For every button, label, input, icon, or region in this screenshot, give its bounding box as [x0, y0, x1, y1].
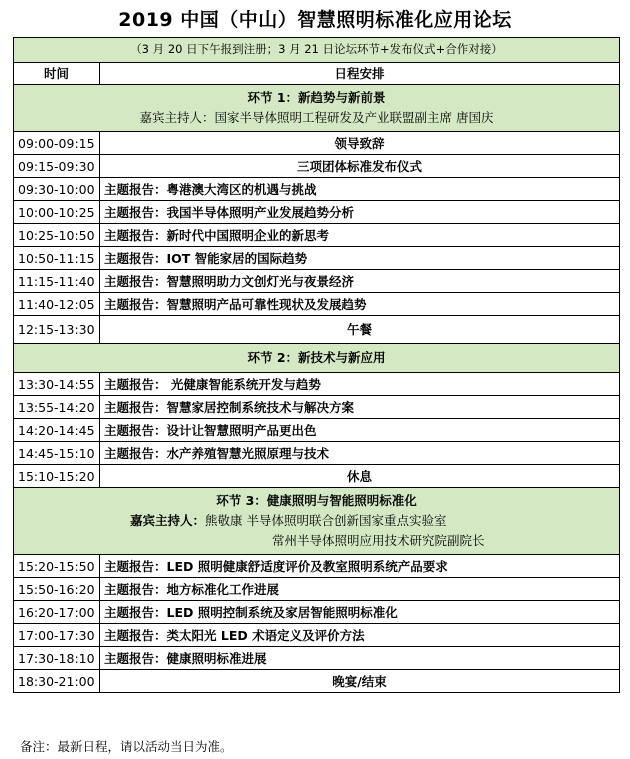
- footer-note: 备注：最新日程，请以活动当日为准。: [20, 739, 233, 754]
- registration-note: （3 月 20 日下午报到注册；3 月 21 日论坛环节+发布仪式+合作对接）: [14, 38, 620, 63]
- table-row: [14, 270, 620, 293]
- time-cell: 17:00-17:30: [14, 624, 100, 647]
- table-row: [14, 293, 620, 316]
- time-cell: 09:00-09:15: [14, 132, 100, 155]
- section-3-host-label: 嘉宾主持人：: [130, 513, 206, 528]
- agenda-cell: 主题报告：设计让智慧照明产品更出色: [100, 419, 620, 442]
- agenda-cell: 主题报告：健康照明标准进展: [100, 647, 620, 670]
- agenda-cell: 午餐: [100, 316, 620, 344]
- table-row: [14, 396, 620, 419]
- section-3-header: [14, 488, 620, 555]
- time-cell: 14:45-15:10: [14, 442, 100, 465]
- agenda-cell: 主题报告：粤港澳大湾区的机遇与挑战: [100, 178, 620, 201]
- page-title: 2019 中国（中山）智慧照明标准化应用论坛: [118, 9, 512, 31]
- table-row: [14, 155, 620, 178]
- agenda-cell: 主题报告：智慧照明产品可靠性现状及发展趋势: [100, 293, 620, 316]
- time-cell: 13:30-14:55: [14, 373, 100, 396]
- time-cell: 11:15-11:40: [14, 270, 100, 293]
- time-cell: 15:20-15:50: [14, 555, 100, 578]
- time-cell: 09:30-10:00: [14, 178, 100, 201]
- agenda-cell: 主题报告：水产养殖智慧光照原理与技术: [100, 442, 620, 465]
- agenda-cell: 主题报告：新时代中国照明企业的新思考: [100, 224, 620, 247]
- table-row: [14, 578, 620, 601]
- section-3-host-name: 熊敬康 半导体照明联合创新国家重点实验室: [205, 513, 447, 528]
- agenda-cell: 主题报告： 光健康智能系统开发与趋势: [100, 373, 620, 396]
- agenda-cell: 主题报告：类太阳光 LED 术语定义及评价方法: [100, 624, 620, 647]
- agenda-cell: 领导致辞: [100, 132, 620, 155]
- time-cell: 17:30-18:10: [14, 647, 100, 670]
- table-header-row: [14, 63, 620, 85]
- section-1-host: 嘉宾主持人：国家半导体照明工程研发及产业联盟副主席 唐国庆: [139, 110, 494, 125]
- table-row: [14, 624, 620, 647]
- agenda-cell: 主题报告：智慧家居控制系统技术与解决方案: [100, 396, 620, 419]
- agenda-cell: 晚宴/结束: [100, 670, 620, 693]
- time-cell: 18:30-21:00: [14, 670, 100, 693]
- agenda-cell: 主题报告：地方标准化工作进展: [100, 578, 620, 601]
- table-row: [14, 224, 620, 247]
- section-3-title: 环节 3：健康照明与智能照明标准化: [216, 493, 417, 508]
- section-2-title: 环节 2：新技术与新应用: [247, 350, 386, 365]
- table-row: [14, 601, 620, 624]
- time-cell: 16:20-17:00: [14, 601, 100, 624]
- time-cell: 10:25-10:50: [14, 224, 100, 247]
- agenda-cell: 主题报告：LED 照明健康舒适度评价及教室照明系统产品要求: [100, 555, 620, 578]
- table-row: [14, 201, 620, 224]
- agenda-cell: 主题报告：智慧照明助力文创灯光与夜景经济: [100, 270, 620, 293]
- table-row: [14, 419, 620, 442]
- section-2-header: [14, 344, 620, 373]
- schedule-table: [13, 37, 620, 693]
- table-row: [14, 178, 620, 201]
- agenda-cell: 主题报告：LED 照明控制系统及家居智能照明标准化: [100, 601, 620, 624]
- time-cell: 10:50-11:15: [14, 247, 100, 270]
- time-cell: 10:00-10:25: [14, 201, 100, 224]
- section-3-host-line1: [18, 511, 615, 531]
- time-header: 时间: [14, 63, 100, 85]
- table-row: [14, 647, 620, 670]
- time-cell: 13:55-14:20: [14, 396, 100, 419]
- time-cell: 12:15-13:30: [14, 316, 100, 344]
- agenda-cell: 主题报告：IOT 智能家居的国际趋势: [100, 247, 620, 270]
- agenda-cell: 三项团体标准发布仪式: [100, 155, 620, 178]
- time-cell: 14:20-14:45: [14, 419, 100, 442]
- time-cell: 15:50-16:20: [14, 578, 100, 601]
- table-row: [14, 373, 620, 396]
- agenda-header: 日程安排: [100, 63, 620, 85]
- table-row: [14, 132, 620, 155]
- time-cell: 15:10-15:20: [14, 465, 100, 488]
- agenda-cell: 主题报告：我国半导体照明产业发展趋势分析: [100, 201, 620, 224]
- section-3-host-line2: 常州半导体照明应用技术研究院副院长: [272, 533, 485, 548]
- registration-note-row: [14, 38, 620, 63]
- time-cell: 09:15-09:30: [14, 155, 100, 178]
- table-row: [14, 247, 620, 270]
- table-row: [14, 555, 620, 578]
- agenda-cell: 休息: [100, 465, 620, 488]
- section-1-title: 环节 1：新趋势与新前景: [247, 90, 386, 105]
- table-row: [14, 465, 620, 488]
- table-row: [14, 442, 620, 465]
- table-row: [14, 316, 620, 344]
- time-cell: 11:40-12:05: [14, 293, 100, 316]
- table-row: [14, 670, 620, 693]
- section-1-header: [14, 85, 620, 132]
